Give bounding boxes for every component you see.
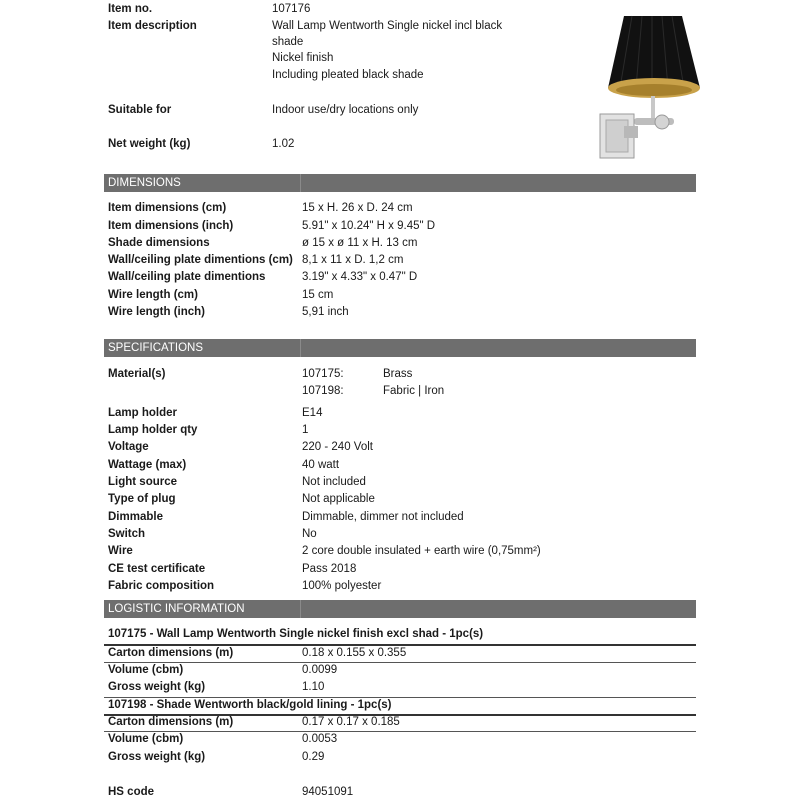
- dimension-label: Wall/ceiling plate dimentions (cm): [108, 254, 293, 266]
- spec-value: 40 watt: [302, 459, 340, 471]
- logistic-title: LOGISTIC INFORMATION: [108, 603, 245, 615]
- spec-value: Not included: [302, 476, 366, 488]
- logistic-label: Volume (cbm): [108, 733, 184, 745]
- suitable-for-label: Suitable for: [108, 104, 172, 116]
- dimension-value: 5,91 inch: [302, 306, 349, 318]
- spec-label: Dimmable: [108, 511, 163, 523]
- item-no-label: Item no.: [108, 3, 153, 15]
- material-name: Fabric | Iron: [383, 385, 445, 397]
- dimension-value: 8,1 x 11 x D. 1,2 cm: [302, 254, 404, 266]
- logistic-label: Gross weight (kg): [108, 751, 206, 763]
- net-weight-label: Net weight (kg): [108, 138, 191, 150]
- spec-label: Lamp holder qty: [108, 424, 198, 436]
- divider: [104, 644, 696, 646]
- dimension-label: Wall/ceiling plate dimentions: [108, 271, 266, 283]
- logistic-value: 0.0053: [302, 733, 338, 745]
- dimension-value: 5.91" x 10.24" H x 9.45" D: [302, 220, 436, 232]
- spec-value: 2 core double insulated + earth wire (0,75mm²): [302, 545, 541, 557]
- wall-lamp-product-image: [596, 10, 704, 162]
- material-code: 107175:: [302, 368, 344, 380]
- logistic-label: Carton dimensions (m): [108, 647, 234, 659]
- spec-value: Dimmable, dimmer not included: [302, 511, 464, 523]
- logistic-group-heading: 107198 - Shade Wentworth black/gold lining - 1pc(s): [108, 699, 392, 711]
- dimensions-section-header: [104, 174, 696, 192]
- spec-value: 100% polyester: [302, 580, 382, 592]
- spec-label: CE test certificate: [108, 563, 206, 575]
- divider: [104, 697, 696, 698]
- dimension-value: 3.19" x 4.33" x 0.47" D: [302, 271, 418, 283]
- logistic-label: Gross weight (kg): [108, 681, 206, 693]
- divider: [104, 662, 696, 663]
- materials-label: Material(s): [108, 368, 166, 380]
- spec-value: E14: [302, 407, 323, 419]
- net-weight-value: 1.02: [272, 138, 295, 150]
- specifications-title: SPECIFICATIONS: [108, 342, 203, 354]
- dimension-value: ø 15 x ø 11 x H. 13 cm: [302, 237, 418, 249]
- item-no-value: 107176: [272, 3, 311, 15]
- logistic-label: Volume (cbm): [108, 664, 184, 676]
- logistic-value: 0.17 x 0.17 x 0.185: [302, 716, 400, 728]
- spec-label: Fabric composition: [108, 580, 215, 592]
- divider: [104, 731, 696, 732]
- dimension-label: Item dimensions (cm): [108, 202, 227, 214]
- logistic-value: 0.0099: [302, 664, 338, 676]
- dimension-label: Wire length (inch): [108, 306, 206, 318]
- item-description-line: Nickel finish: [272, 52, 334, 64]
- spec-value: No: [302, 528, 317, 540]
- material-code: 107198:: [302, 385, 344, 397]
- spec-label: Wire: [108, 545, 133, 557]
- logistic-value: 0.29: [302, 751, 325, 763]
- spec-label: Light source: [108, 476, 178, 488]
- dimension-label: Shade dimensions: [108, 237, 210, 249]
- material-name: Brass: [383, 368, 413, 380]
- spec-value: Pass 2018: [302, 563, 357, 575]
- spec-value: Not applicable: [302, 493, 375, 505]
- suitable-for-value: Indoor use/dry locations only: [272, 104, 419, 116]
- item-description-line: Wall Lamp Wentworth Single nickel incl black: [272, 20, 503, 32]
- spec-label: Switch: [108, 528, 146, 540]
- spec-label: Type of plug: [108, 493, 176, 505]
- dimension-label: Wire length (cm): [108, 289, 198, 301]
- spec-label: Lamp holder: [108, 407, 178, 419]
- logistic-value: 1.10: [302, 681, 325, 693]
- dimensions-title: DIMENSIONS: [108, 177, 181, 189]
- dimension-value: 15 cm: [302, 289, 334, 301]
- item-description-label: Item description: [108, 20, 197, 32]
- spec-value: 1: [302, 424, 309, 436]
- logistic-section-header: [104, 600, 696, 618]
- spec-label: Wattage (max): [108, 459, 187, 471]
- hs-code-value: 94051091: [302, 786, 354, 798]
- item-description-line: Including pleated black shade: [272, 69, 424, 81]
- logistic-label: Carton dimensions (m): [108, 716, 234, 728]
- logistic-value: 0.18 x 0.155 x 0.355: [302, 647, 407, 659]
- dimension-label: Item dimensions (inch): [108, 220, 234, 232]
- spec-value: 220 - 240 Volt: [302, 441, 373, 453]
- dimension-value: 15 x H. 26 x D. 24 cm: [302, 202, 413, 214]
- logistic-group-heading: 107175 - Wall Lamp Wentworth Single nickel finish excl shad - 1pc(s): [108, 628, 484, 640]
- hs-code-label: HS code: [108, 786, 155, 798]
- item-description-line: shade: [272, 36, 304, 48]
- spec-label: Voltage: [108, 441, 149, 453]
- specifications-section-header: [104, 339, 696, 357]
